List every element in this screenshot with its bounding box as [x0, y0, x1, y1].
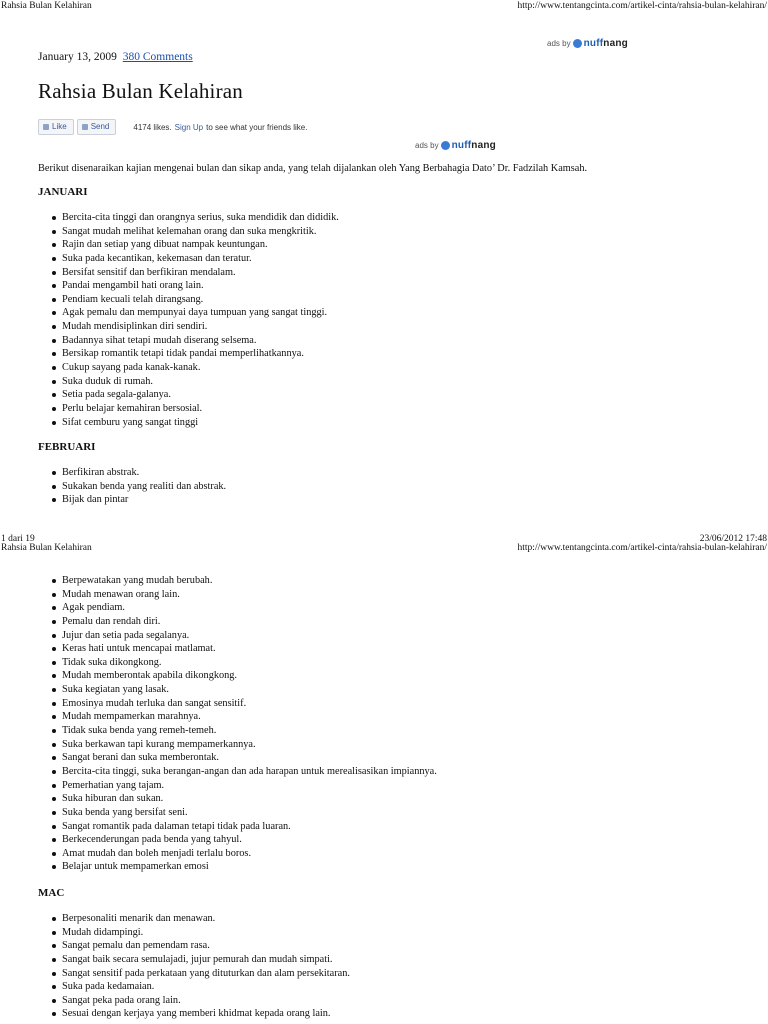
- footer-page-number: 1 dari 19: [1, 534, 35, 544]
- list-item: Suka kegiatan yang lasak.: [40, 683, 437, 697]
- list-item: Jujur dan setia pada segalanya.: [40, 629, 437, 643]
- list-item: Mudah memberontak apabila dikongkong.: [40, 669, 437, 683]
- list-item: Bersifat sensitif dan berfikiran mendalam.: [40, 266, 339, 280]
- list-item: Bersikap romantik tetapi tidak pandai memperlihatkannya.: [40, 347, 339, 361]
- header-title: Rahsia Bulan Kelahiran: [1, 543, 92, 553]
- ad-brand: nuffnang: [583, 38, 628, 49]
- list-item: Sangat peka pada orang lain.: [40, 994, 350, 1008]
- print-header: [0, 0, 768, 12]
- list-item: Suka hiburan dan sukan.: [40, 792, 437, 806]
- list-item: Berpewatakan yang mudah berubah.: [40, 574, 437, 588]
- nuffnang-globe-icon: [573, 39, 582, 48]
- send-button[interactable]: Send: [77, 119, 117, 135]
- heading-januari: JANUARI: [38, 186, 88, 198]
- list-item: Amat mudah dan boleh menjadi terlalu boros.: [40, 847, 437, 861]
- heading-mac: MAC: [38, 887, 65, 899]
- januari-list: [40, 211, 339, 429]
- ad-label: ads by: [547, 39, 571, 48]
- februari-list-continued: [40, 574, 437, 874]
- list-item: Mudah menawan orang lain.: [40, 588, 437, 602]
- friends-text: to see what your friends like.: [206, 122, 308, 132]
- like-button[interactable]: Like: [38, 119, 74, 135]
- list-item: Suka benda yang bersifat seni.: [40, 806, 437, 820]
- likes-count: 4174 likes.: [133, 122, 172, 132]
- list-item: Keras hati untuk mencapai matlamat.: [40, 642, 437, 656]
- list-item: Bijak dan pintar: [40, 493, 226, 507]
- list-item: Pemalu dan rendah diri.: [40, 615, 437, 629]
- list-item: Agak pemalu dan mempunyai daya tumpuan yang sangat tinggi.: [40, 306, 339, 320]
- list-item: Badannya sihat tetapi mudah diserang selsema.: [40, 334, 339, 348]
- list-item: Setia pada segala-galanya.: [40, 388, 339, 402]
- nuffnang-globe-icon: [441, 141, 450, 150]
- list-item: Suka berkawan tapi kurang mempamerkannya.: [40, 738, 437, 752]
- post-date: January 13, 2009: [38, 51, 117, 63]
- februari-list: [40, 466, 226, 507]
- signup-link[interactable]: Sign Up: [174, 122, 204, 132]
- ad-label: ads by: [415, 141, 439, 150]
- ad-banner-inline[interactable]: [415, 140, 496, 151]
- list-item: Pendiam kecuali telah dirangsang.: [40, 293, 339, 307]
- list-item: Mudah didampingi.: [40, 926, 350, 940]
- header-url[interactable]: http://www.tentangcinta.com/artikel-cinta/rahsia-bulan-kelahiran/: [517, 1, 767, 11]
- list-item: Sangat baik secara semulajadi, jujur pemurah dan mudah simpati.: [40, 953, 350, 967]
- list-item: Bercita-cita tinggi, suka berangan-angan dan ada harapan untuk merealisasikan impiannya.: [40, 765, 437, 779]
- list-item: Sangat mudah melihat kelemahan orang dan suka mengkritik.: [40, 225, 339, 239]
- list-item: Pandai mengambil hati orang lain.: [40, 279, 339, 293]
- intro-paragraph: Berikut disenaraikan kajian mengenai bulan dan sikap anda, yang telah dijalankan oleh Yang Berbahagia Dato’ Dr. Fadzilah Kamsah.: [38, 163, 588, 174]
- list-item: Cukup sayang pada kanak-kanak.: [40, 361, 339, 375]
- list-item: Sesuai dengan kerjaya yang memberi khidmat kepada orang lain.: [40, 1007, 350, 1021]
- heading-februari: FEBRUARI: [38, 441, 96, 453]
- list-item: Tidak suka benda yang remeh-temeh.: [40, 724, 437, 738]
- article-title: Rahsia Bulan Kelahiran: [38, 79, 244, 103]
- mac-list: [40, 912, 350, 1021]
- list-item: Agak pendiam.: [40, 601, 437, 615]
- list-item: Emosinya mudah terluka dan sangat sensitif.: [40, 697, 437, 711]
- header-url[interactable]: http://www.tentangcinta.com/artikel-cinta/rahsia-bulan-kelahiran/: [517, 543, 767, 553]
- list-item: Pemerhatian yang tajam.: [40, 779, 437, 793]
- list-item: Rajin dan setiap yang dibuat nampak keuntungan.: [40, 238, 339, 252]
- print-header-page2: [0, 542, 768, 554]
- list-item: Berkecenderungan pada benda yang tahyul.: [40, 833, 437, 847]
- list-item: Suka duduk di rumah.: [40, 375, 339, 389]
- comments-link[interactable]: 380 Comments: [122, 51, 193, 63]
- list-item: Berfikiran abstrak.: [40, 466, 226, 480]
- footer-datetime: 23/06/2012 17:48: [699, 534, 767, 544]
- list-item: Tidak suka dikongkong.: [40, 656, 437, 670]
- list-item: Sangat berani dan suka memberontak.: [40, 751, 437, 765]
- list-item: Perlu belajar kemahiran bersosial.: [40, 402, 339, 416]
- list-item: Suka pada kecantikan, kekemasan dan teratur.: [40, 252, 339, 266]
- social-bar: [38, 119, 307, 135]
- list-item: Suka pada kedamaian.: [40, 980, 350, 994]
- list-item: Sifat cemburu yang sangat tinggi: [40, 416, 339, 430]
- list-item: Bercita-cita tinggi dan orangnya serius, suka mendidik dan dididik.: [40, 211, 339, 225]
- ad-banner-top[interactable]: [547, 38, 628, 49]
- list-item: Sangat pemalu dan pemendam rasa.: [40, 939, 350, 953]
- header-title: Rahsia Bulan Kelahiran: [1, 1, 92, 11]
- list-item: Sukakan benda yang realiti dan abstrak.: [40, 480, 226, 494]
- list-item: Belajar untuk mempamerkan emosi: [40, 860, 437, 874]
- list-item: Sangat romantik pada dalaman tetapi tidak pada luaran.: [40, 820, 437, 834]
- post-meta: [38, 51, 193, 63]
- list-item: Berpesonaliti menarik dan menawan.: [40, 912, 350, 926]
- list-item: Mudah mempamerkan marahnya.: [40, 710, 437, 724]
- ad-brand: nuffnang: [451, 140, 496, 151]
- list-item: Sangat sensitif pada perkataan yang dituturkan dan alam persekitaran.: [40, 967, 350, 981]
- list-item: Mudah mendisiplinkan diri sendiri.: [40, 320, 339, 334]
